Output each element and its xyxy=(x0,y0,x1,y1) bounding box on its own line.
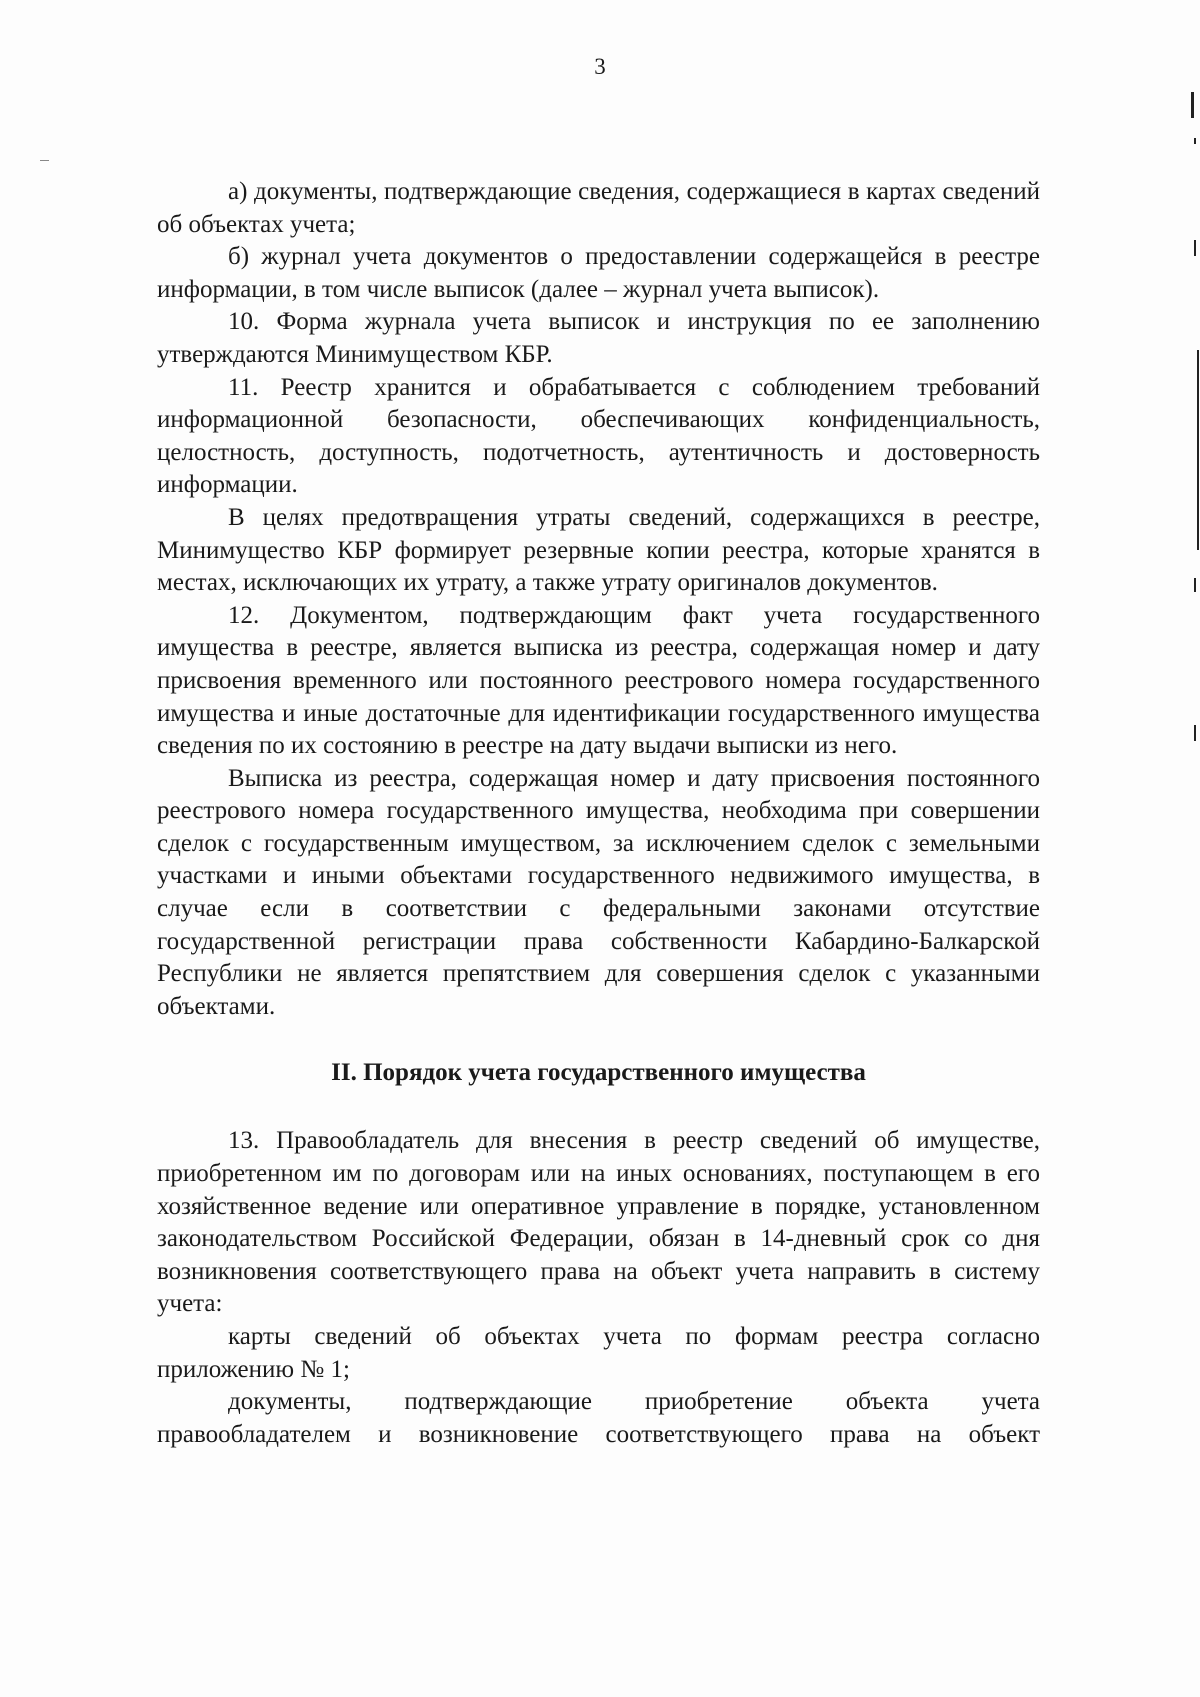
section-heading: II. Порядок учета государственного имущества xyxy=(331,1059,866,1087)
paragraph: 10. Форма журнала учета выписок и инструкция по ее заполнению утверждаются Минимуществом КБР. xyxy=(157,308,1040,368)
paragraph: б) журнал учета документов о предоставлении содержащейся в реестре информации, в том числе выписок (далее – журнал учета выписок). xyxy=(157,243,1040,303)
paragraph: а) документы, подтверждающие сведения, содержащиеся в картах сведений об объектах учета; xyxy=(157,178,1040,238)
paragraph: карты сведений об объектах учета по формам реестра согласно приложению № 1; xyxy=(157,1323,1040,1383)
scan-edge-mark xyxy=(1197,350,1199,550)
page-number: 3 xyxy=(594,54,606,79)
scan-edge-mark xyxy=(1194,240,1196,256)
paragraph: документы, подтверждающие приобретение объекта учета правообладателем и возникновение соответствующего права на объект xyxy=(157,1388,1040,1448)
paragraph: В целях предотвращения утраты сведений, содержащихся в реестре, Минимущество КБР формирует резервные копии реестра, которые хранятся в местах, исключающих их утрату, а также утрату оригиналов документов. xyxy=(157,503,1040,597)
scan-edge-mark xyxy=(1191,92,1194,118)
document-body xyxy=(157,176,1040,1451)
paragraph: 12. Документом, подтверждающим факт учета государственного имущества в реестре, является выписка из реестра, содержащая номер и дату присвоения временного или постоянного реестрового номера государственного имущества и иные достаточные для идентификации государственного имущества сведения по их состоянию в реестре на дату выдачи выписки из него. xyxy=(157,601,1040,760)
scan-edge-mark xyxy=(1194,725,1196,741)
paragraph: 11. Реестр хранится и обрабатывается с соблюдением требований информационной безопасности, обеспечивающих конфиденциальность, целостность, доступность, подотчетность, аутентичность и достоверность информации. xyxy=(157,373,1040,499)
paragraph: 13. Правообладатель для внесения в реестр сведений об имуществе, приобретенном им по договорам или на иных основаниях, поступающем в его хозяйственное ведение или оперативное управление в порядке, установленном законодательством Российской Федерации, обязан в 14-дневный срок со дня возникновения соответствующего права на объект учета направить в систему учета: xyxy=(157,1127,1040,1318)
scan-edge-mark xyxy=(1194,578,1196,592)
scan-edge-mark xyxy=(1194,138,1196,144)
paragraph: Выписка из реестра, содержащая номер и дату присвоения постоянного реестрового номера государственного имущества, необходима при совершении сделок с государственным имуществом, за исключением сделок с земельными участками и иными объектами государственного недвижимого имущества, в случае если в соответствии с федеральными законами отсутствие государственной регистрации права собственности Кабардино-Балкарской Республики не является препятствием для совершения сделок с указанными объектами. xyxy=(157,764,1040,1020)
scan-edge-mark xyxy=(40,160,49,161)
